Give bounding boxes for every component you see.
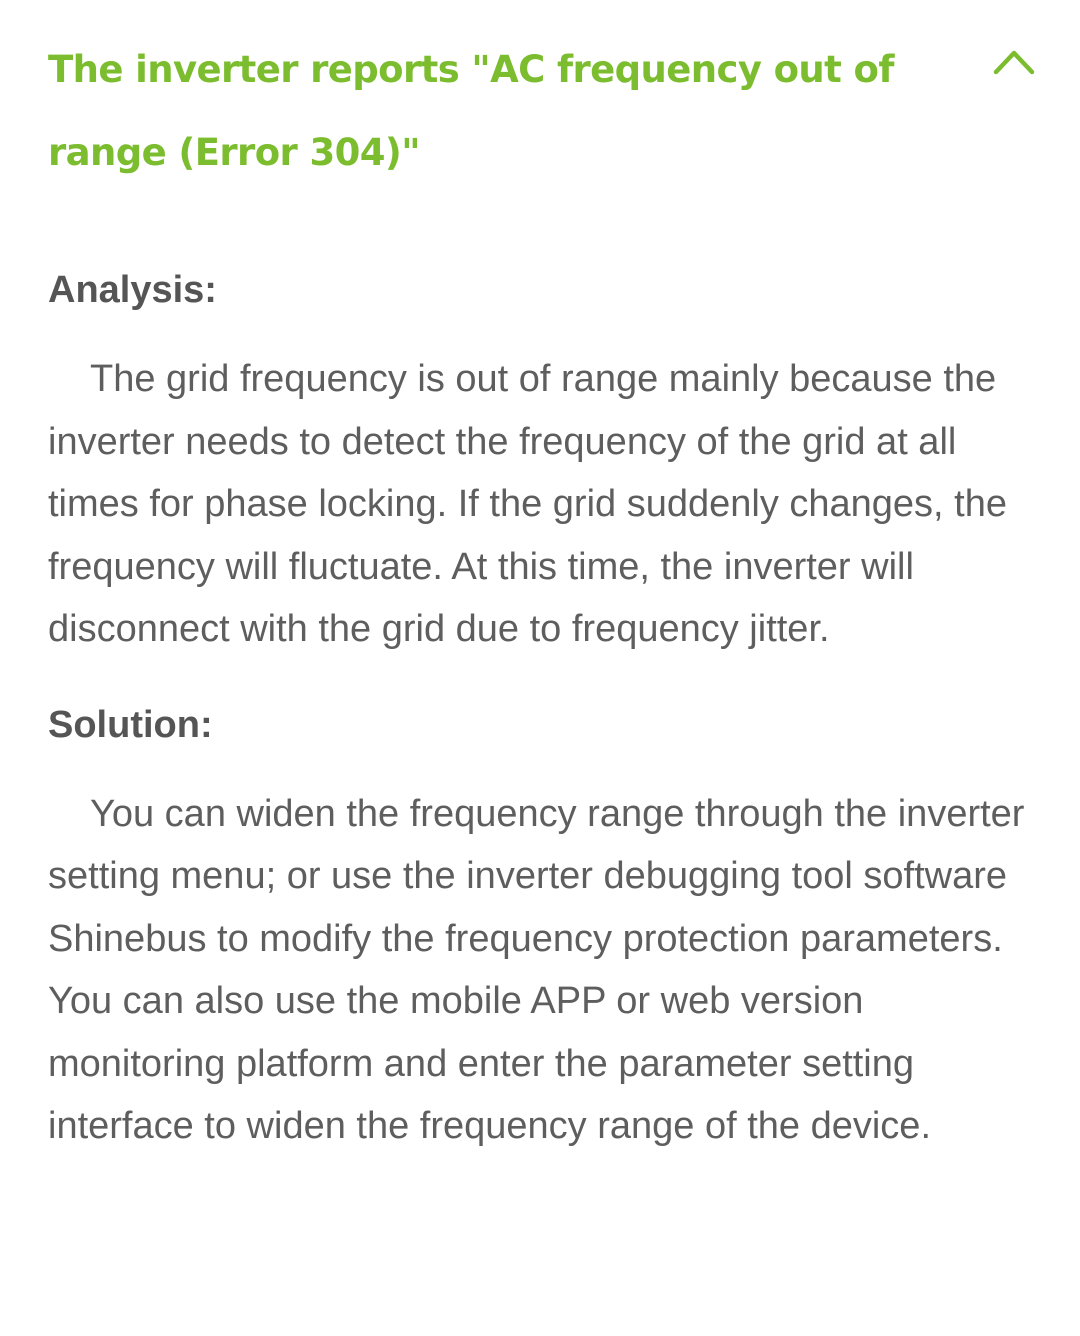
analysis-text: The grid frequency is out of range mainly because the inverter needs to detect the frequency of the grid at all times for phase locking. If the grid suddenly changes, the frequency will fluctuate. At this time, the inverter will disconnect with the grid due to frequency jitter. [48,358,1007,650]
faq-question-header[interactable] [48,28,1048,198]
chevron-up-icon[interactable] [992,42,1036,78]
analysis-heading: Analysis: [48,269,217,311]
solution-heading: Solution: [48,703,213,746]
faq-question-title[interactable]: The inverter reports "AC frequency out of range (Error 304)" [48,48,894,174]
faq-answer [48,258,1038,1158]
solution-text: You can widen the frequency range through the inverter setting menu; or use the inverter debugging tool software Shinebus to modify the frequency protection parameters. You can also use the mobile APP or web version monitoring platform and enter the parameter setting interface to widen the frequency range of the device. [48,792,1025,1147]
